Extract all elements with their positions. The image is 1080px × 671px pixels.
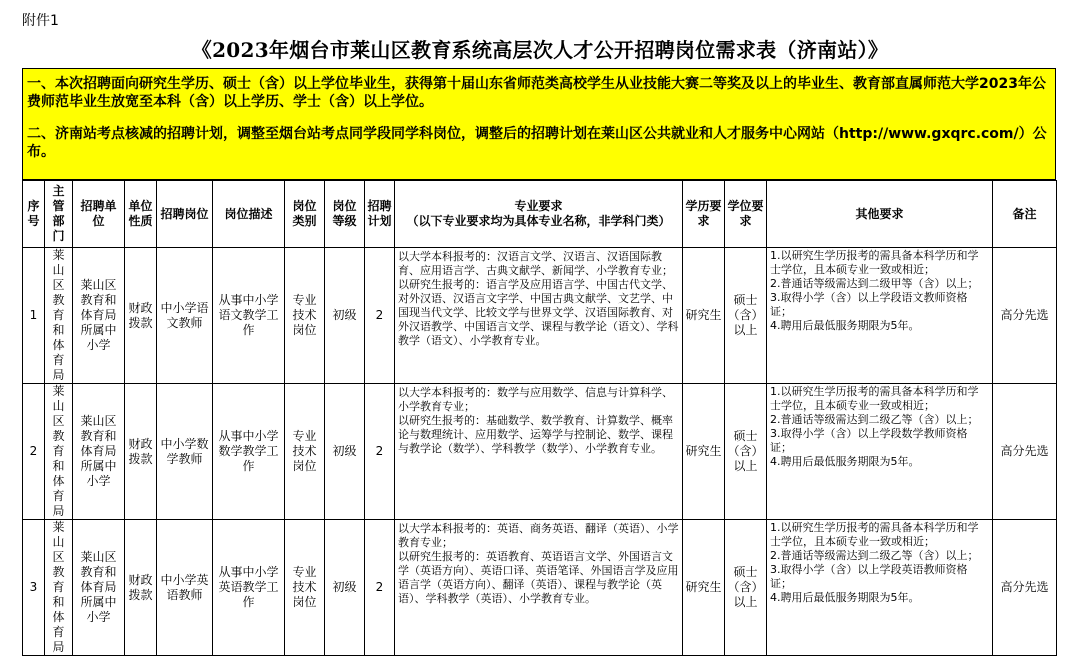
cell-nature: 财政拨款 — [125, 248, 157, 384]
cell-degree: 硕士（含）以上 — [725, 520, 767, 656]
notice-box — [22, 68, 1056, 180]
cell-nature: 财政拨款 — [125, 384, 157, 520]
header-category: 岗位类别 — [285, 181, 325, 248]
cell-category: 专业技术岗位 — [285, 248, 325, 384]
header-other: 其他要求 — [767, 181, 993, 248]
cell-other: 1.以研究生学历报考的需具备本科学历和学士学位，且本硕专业一致或相近； 2.普通话等级需达到二级乙等（含）以上； 3.取得小学（含）以上学段英语教师资格证； 4.聘用后最低服务期限为5年。 — [767, 520, 993, 656]
notice-item-1: 一、本次招聘面向研究生学历、硕士（含）以上学位毕业生，获得第十届山东省师范类高校学生从业技能大赛二等奖及以上的毕业生、教育部直属师范大学2023年公费师范毕业生放宽至本科（含）以上学历、学士（含）以上学位。 — [27, 76, 1046, 110]
cell-seq: 1 — [23, 248, 45, 384]
cell-category: 专业技术岗位 — [285, 384, 325, 520]
header-edu: 学历要求 — [683, 181, 725, 248]
cell-desc: 从事中小学语文教学工作 — [213, 248, 285, 384]
cell-major: 以大学本科报考的：英语、商务英语、翻译（英语）、小学教育专业； 以研究生报考的：英语教育、英语语言文学、外国语言文学（英语方向）、英语口译、英语笔译、外国语言学及应用语言学（英语方向）、翻译（英语）、课程与教学论（英语）、学科教学（英语）、小学教育专业。 — [395, 520, 683, 656]
cell-desc: 从事中小学英语教学工作 — [213, 520, 285, 656]
cell-level: 初级 — [325, 384, 365, 520]
cell-major: 以大学本科报考的：数学与应用数学、信息与计算科学、小学教育专业； 以研究生报考的：基础数学、数学教育、计算数学、概率论与数理统计、应用数学、运筹学与控制论、数学、课程与教学论（数学）、学科教学（数学）、小学教育专业。 — [395, 384, 683, 520]
cell-plan: 2 — [365, 520, 395, 656]
cell-unit: 莱山区教育和体育局所属中小学 — [73, 384, 125, 520]
attachment-label: 附件1 — [22, 13, 59, 29]
cell-edu: 研究生 — [683, 520, 725, 656]
cell-edu: 研究生 — [683, 248, 725, 384]
cell-degree: 硕士（含）以上 — [725, 248, 767, 384]
header-major-subtitle: （以下专业要求均为具体专业名称，非学科门类） — [406, 214, 671, 228]
header-major-title: 专业要求 — [514, 199, 563, 213]
cell-seq: 2 — [23, 384, 45, 520]
cell-dept: 莱山区教育和体育局 — [45, 248, 73, 384]
cell-post: 中小学英语教师 — [157, 520, 213, 656]
cell-seq: 3 — [23, 520, 45, 656]
table-row — [23, 384, 1057, 520]
header-unit: 招聘单位 — [73, 181, 125, 248]
notice-item-2: 二、济南站考点核减的招聘计划，调整至烟台站考点同学段同学科岗位，调整后的招聘计划在莱山区公共就业和人才服务中心网站（http://www.gxqrc.com/）公布。 — [27, 126, 1047, 160]
cell-post: 中小学数学教师 — [157, 384, 213, 520]
header-level: 岗位等级 — [325, 181, 365, 248]
header-post: 招聘岗位 — [157, 181, 213, 248]
cell-category: 专业技术岗位 — [285, 520, 325, 656]
cell-other: 1.以研究生学历报考的需具备本科学历和学士学位，且本硕专业一致或相近； 2.普通话等级需达到二级乙等（含）以上； 3.取得小学（含）以上学段数学教师资格证； 4.聘用后最低服务期限为5年。 — [767, 384, 993, 520]
cell-dept: 莱山区教育和体育局 — [45, 520, 73, 656]
cell-post: 中小学语文教师 — [157, 248, 213, 384]
cell-plan: 2 — [365, 248, 395, 384]
table-row — [23, 248, 1057, 384]
header-dept: 主管部门 — [45, 181, 73, 248]
header-seq: 序号 — [23, 181, 45, 248]
cell-desc: 从事中小学数学教学工作 — [213, 384, 285, 520]
cell-major: 以大学本科报考的：汉语言文学、汉语言、汉语国际教育、应用语言学、古典文献学、新闻学、小学教育专业； 以研究生报考的：语言学及应用语言学、中国古代文学、对外汉语、汉语言文字学、中国古典文献学、文艺学、中国现当代文学、比较文学与世界文学、汉语国际教育、对外汉语教学、中国语言文学、课程与教学论（语文）、学科教学（语文）、小学教育专业。 — [395, 248, 683, 384]
cell-note: 高分先选 — [993, 384, 1057, 520]
cell-dept: 莱山区教育和体育局 — [45, 384, 73, 520]
cell-note: 高分先选 — [993, 520, 1057, 656]
cell-note: 高分先选 — [993, 248, 1057, 384]
header-degree: 学位要求 — [725, 181, 767, 248]
header-note: 备注 — [993, 181, 1057, 248]
cell-nature: 财政拨款 — [125, 520, 157, 656]
cell-edu: 研究生 — [683, 384, 725, 520]
header-row — [23, 181, 1057, 248]
cell-other: 1.以研究生学历报考的需具备本科学历和学士学位，且本硕专业一致或相近； 2.普通话等级需达到二级甲等（含）以上； 3.取得小学（含）以上学段语文教师资格证； 4.聘用后最低服务期限为5年。 — [767, 248, 993, 384]
header-major — [395, 181, 683, 248]
cell-level: 初级 — [325, 248, 365, 384]
recruitment-table — [22, 180, 1057, 656]
cell-unit: 莱山区教育和体育局所属中小学 — [73, 248, 125, 384]
page-title: 《2023年烟台市莱山区教育系统高层次人才公开招聘岗位需求表（济南站）》 — [191, 38, 889, 62]
cell-plan: 2 — [365, 384, 395, 520]
cell-unit: 莱山区教育和体育局所属中小学 — [73, 520, 125, 656]
cell-level: 初级 — [325, 520, 365, 656]
table-row — [23, 520, 1057, 656]
header-plan: 招聘计划 — [365, 181, 395, 248]
cell-degree: 硕士（含）以上 — [725, 384, 767, 520]
header-desc: 岗位描述 — [213, 181, 285, 248]
header-nature: 单位性质 — [125, 181, 157, 248]
